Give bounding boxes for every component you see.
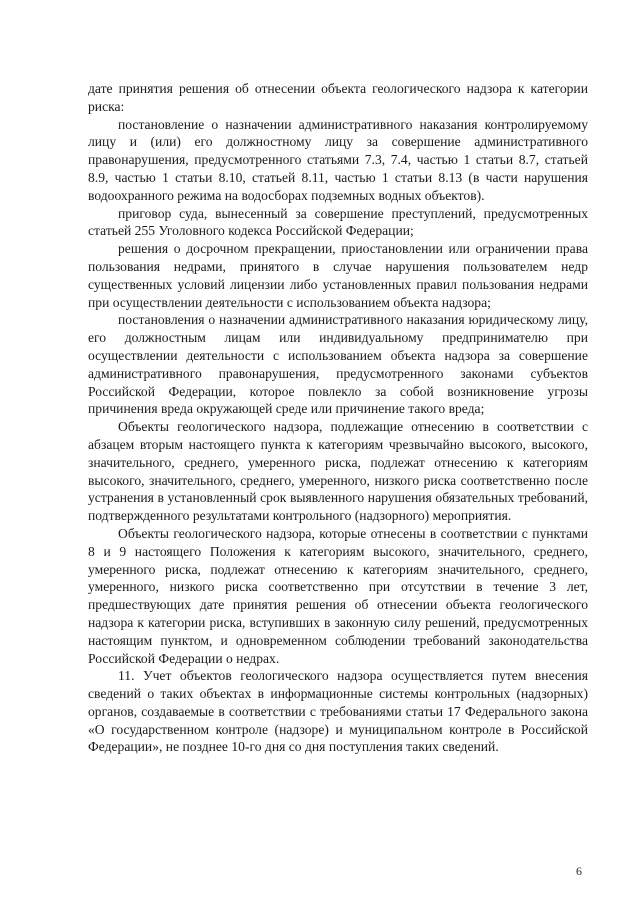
paragraph-risk-downgrade-3-years: Объекты геологического надзора, которые отнесены в соответствии с пунктами 8 и 9 настоящего Положения к категориям высокого, значительного, среднего, умеренного риска, подлежат отнесению к категориям значительного, среднего, умеренного, низкого риска соответственно при отсутствии в течение 3 лет, предшествующих дате принятия решения об отнесении объекта геологического надзора к категории риска, вступивших в законную силу решений, предусмотренных настоящим пунктом, и одновременном соблюдении требований законодательства Российской Федерации о недрах. xyxy=(88,525,588,666)
paragraph-legal-entity-penalty: постановления о назначении административного наказания юридическому лицу, его должностным лицам или индивидуальному предпринимателю при осуществлении деятельности с использованием объекта надзора за совершение административного правонарушения, предусмотренного законами субъектов Российской Федерации, которое повлекло за собой возникновение угрозы причинения вреда окружающей среде или причинение такого вреда; xyxy=(88,312,588,417)
paragraph-intro: дате принятия решения об отнесении объекта геологического надзора к категории риска: xyxy=(88,81,588,114)
paragraph-risk-downgrade-after-fix: Объекты геологического надзора, подлежащие отнесению в соответствии с абзацем вторым настоящего пункта к категориям чрезвычайно высокого, высокого, значительного, среднего, умеренного риска, подлежат отнесению к категориям высокого, значительного, среднего, умеренного, низкого риска соответственно после устранения в установленный срок выявленного нарушения обязательных требований, подтвержденного результатами контрольного (надзорного) мероприятия. xyxy=(88,419,588,524)
paragraph-subsoil-license-decision: решения о досрочном прекращении, приостановлении или ограничении права пользования недрами, принятого в случае нарушения пользователем недр существенных условий лицензии либо установленных правил пользования недрами при осуществлении деятельности с использованием объекта надзора; xyxy=(88,241,588,310)
paragraph-court-sentence: приговор суда, вынесенный за совершение преступлений, предусмотренных статьей 255 Уголовного кодекса Российской Федерации; xyxy=(88,205,588,239)
paragraph-section-11: 11. Учет объектов геологического надзора осуществляется путем внесения сведений о таких объектах в информационные системы контрольных (надзорных) органов, создаваемые в соответствии с требованиями статьи 17 Федерального закона «О государственном контроле (надзоре) и муниципальном контроле в Российской Федерации», не позднее 10-го дня со дня поступления таких сведений. xyxy=(88,668,588,755)
page-number: 6 xyxy=(576,864,582,878)
document-page xyxy=(88,80,588,756)
paragraph-administrative-penalty: постановление о назначении административного наказания контролируемому лицу и (или) его должностному лицу за совершение административного правонарушения, предусмотренного статьями 7.3, 7.4, частью 1 статьи 8.7, статьей 8.9, частью 1 статьи 8.10, статьей 8.11, частью 1 статьи 8.13 (в части нарушения водоохранного режима на водосборах подземных водных объектов). xyxy=(88,116,588,203)
